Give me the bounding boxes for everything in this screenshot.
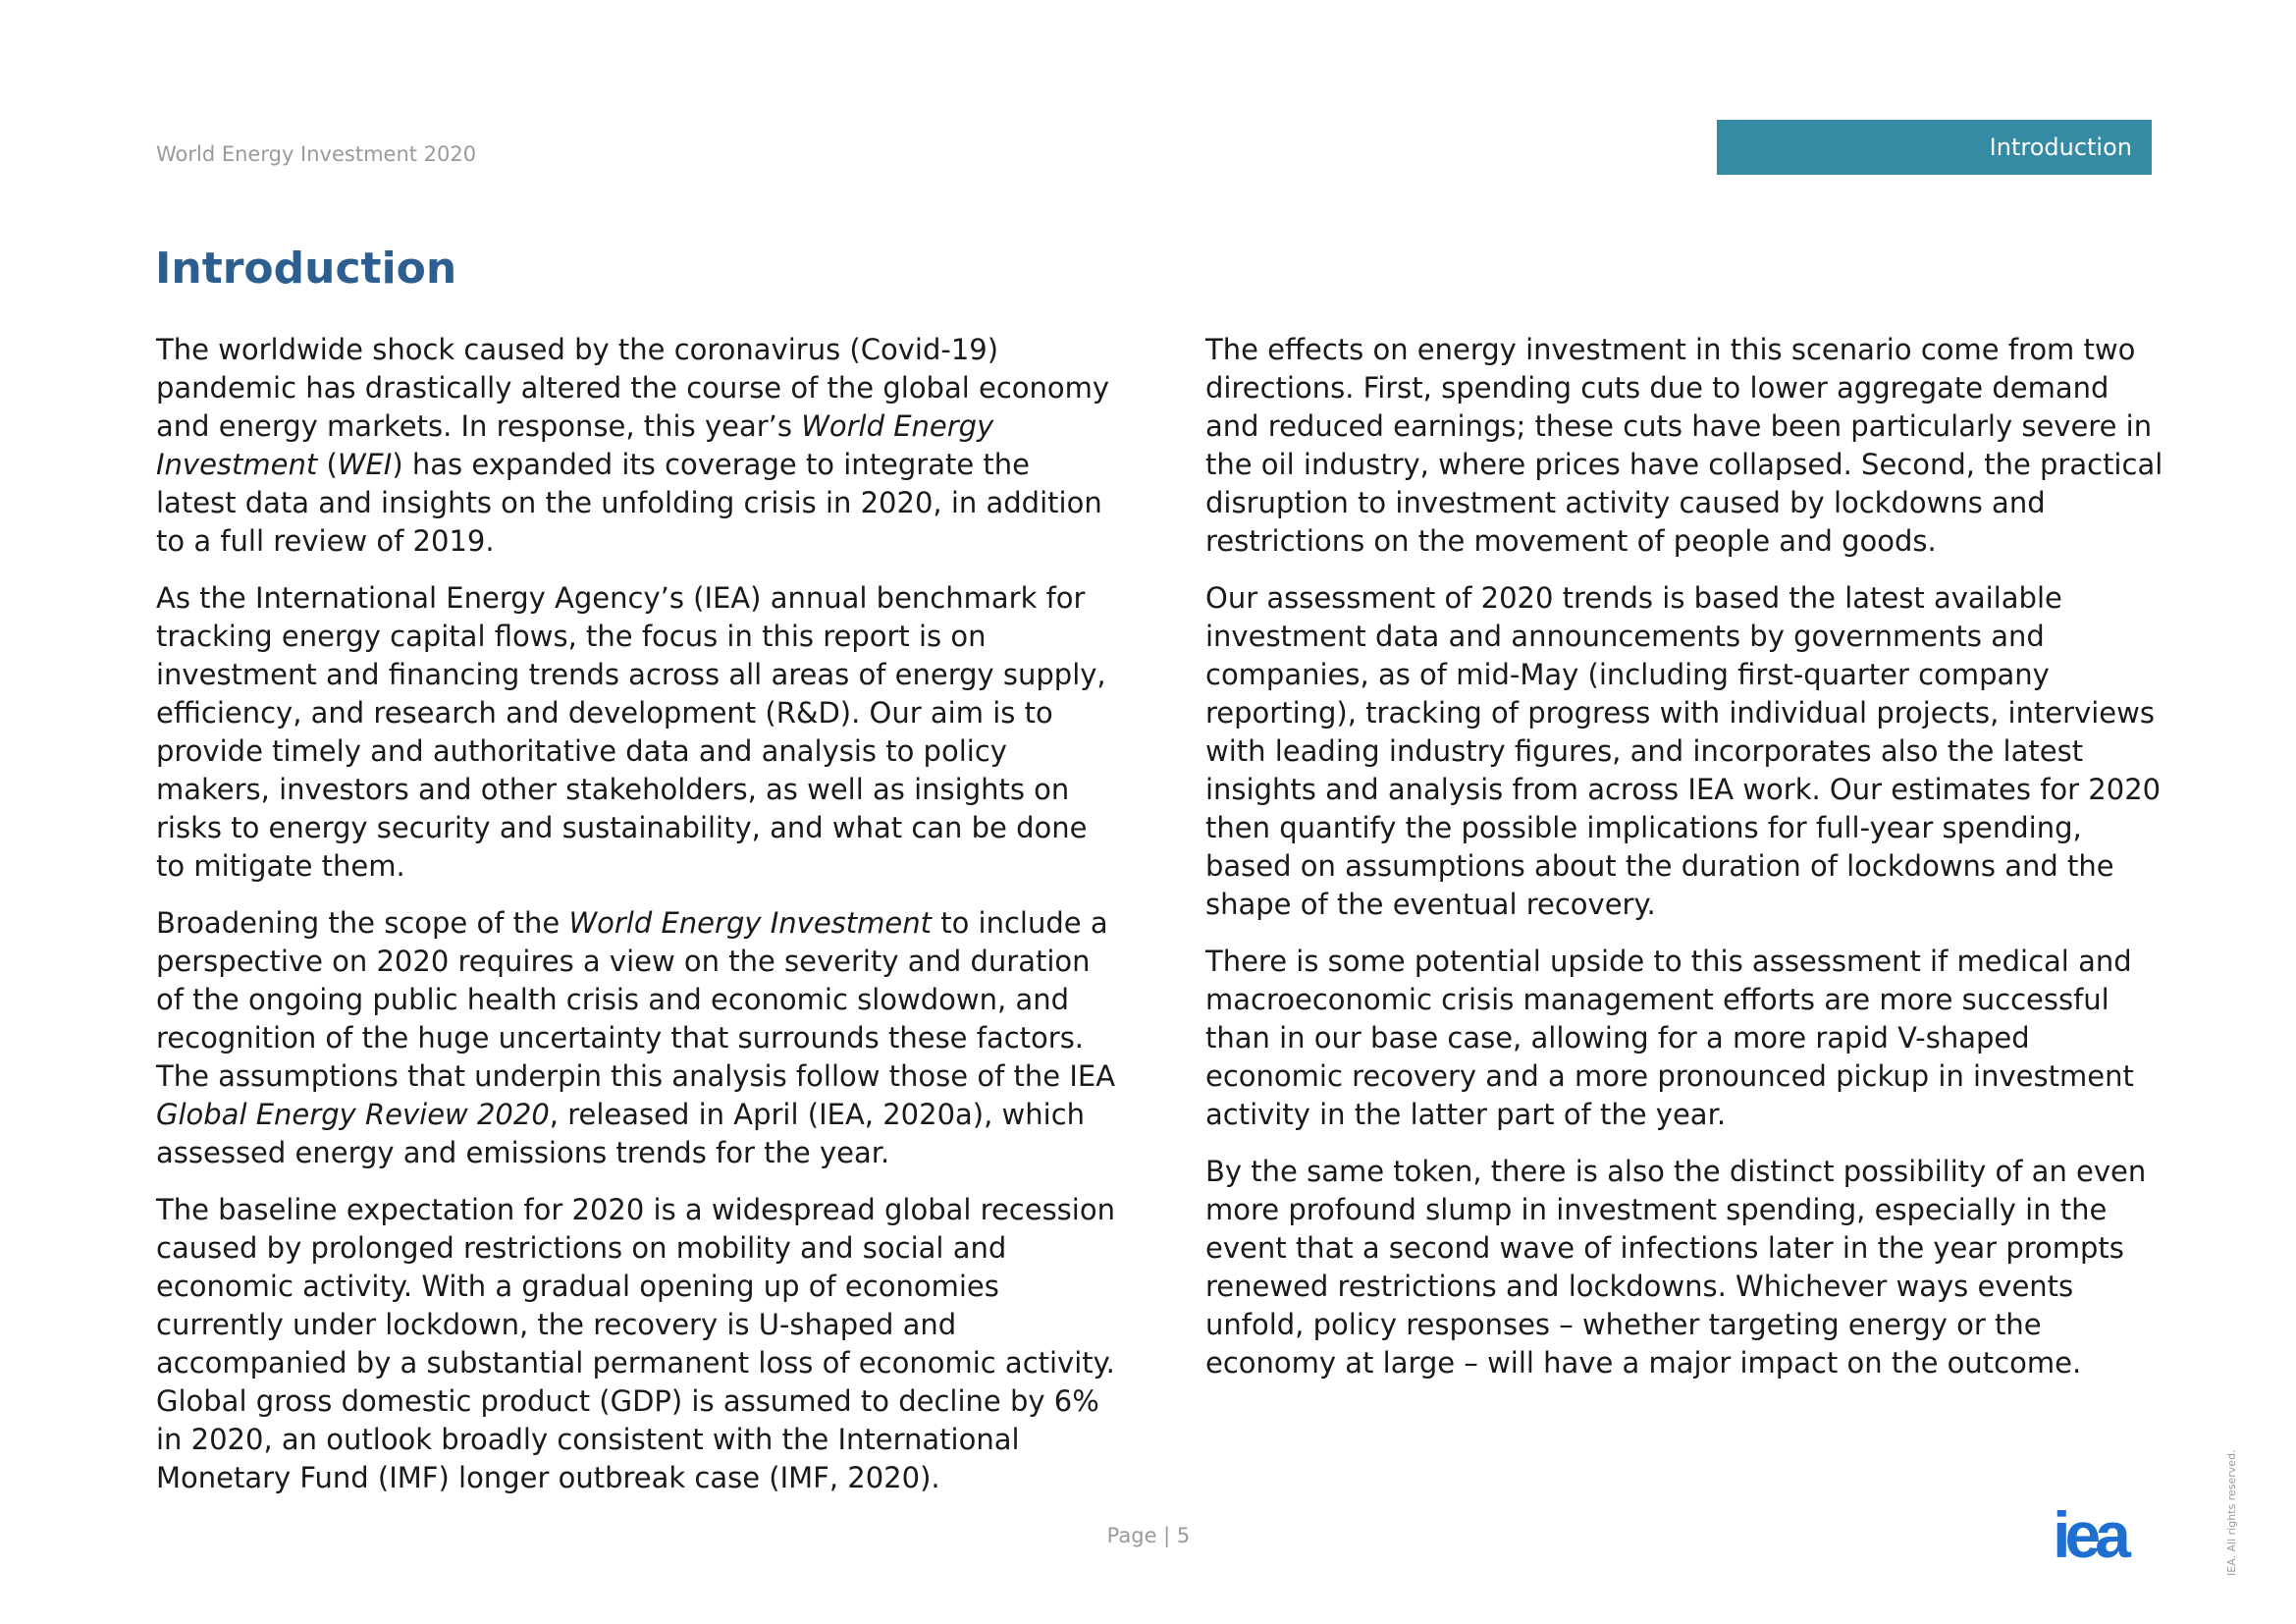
section-tab-label: Introduction <box>1989 134 2132 161</box>
svg-text:iea: iea <box>2053 1508 2125 1565</box>
section-tab <box>1717 120 2152 175</box>
iea-logo <box>2025 1508 2153 1565</box>
page-title: Introduction <box>155 244 457 294</box>
paragraph: Broadening the scope of the World Energy Investment to include a perspective on 2020 requires a view on the severity and duration of the ongoing public health crisis and economic slowdown, and recognition of the huge uncertainty that surrounds these factors. The assumptions that underpin this analysis follow those of the IEA Global Energy Review 2020, released in April (IEA, 2020a), which assessed energy and emissions trends for the year. <box>156 906 1116 1169</box>
paragraph: The baseline expectation for 2020 is a widespread global recession caused by prolonged restrictions on mobility and social and economic activity. With a gradual opening up of economies currently under lockdown, the recovery is U-shaped and accompanied by a substantial permanent loss of economic activity. Global gross domestic product (GDP) is assumed to decline by 6% in 2020, an outlook broadly consistent with the International Monetary Fund (IMF) longer outbreak case (IMF, 2020). <box>156 1193 1115 1494</box>
paragraph: Our assessment of 2020 trends is based the latest available investment data and announcements by governments and companies, as of mid-May (including first-quarter company reporting), tracking of progress with individual projects, interviews with leading industry figures, and incorporates also the latest insights and analysis from across IEA work. Our estimates for 2020 then quantify the possible implications for full-year spending, based on assumptions about the duration of lockdowns and the shape of the eventual recovery. <box>1205 581 2162 921</box>
rights-notice: IEA. All rights reserved. <box>2225 1449 2238 1576</box>
left-column <box>156 331 1118 1516</box>
report-title: World Energy Investment 2020 <box>156 142 477 166</box>
paragraph: The effects on energy investment in this scenario come from two directions. First, spending cuts due to lower aggregate demand and reduced earnings; these cuts have been particularly severe in the oil industry, where prices have collapsed. Second, the practical disruption to investment activity caused by lockdowns and restrictions on the movement of people and goods. <box>1205 333 2163 558</box>
right-column <box>1205 331 2167 1401</box>
paragraph: As the International Energy Agency’s (IEA) annual benchmark for tracking energy capital flows, the focus in this report is on investment and financing trends across all areas of energy supply, efficiency, and research and development (R&D). Our aim is to provide timely and authoritative data and analysis to policy makers, investors and other stakeholders, as well as insights on risks to energy security and sustainability, and what can be done to mitigate them. <box>156 581 1106 883</box>
paragraph: By the same token, there is also the distinct possibility of an even more profound slump in investment spending, especially in the event that a second wave of infections later in the year prompts renewed restrictions and lockdowns. Whichever ways events unfold, policy responses – whether targeting energy or the economy at large – will have a major impact on the outcome. <box>1205 1155 2147 1380</box>
paragraph: The worldwide shock caused by the coronavirus (Covid-19) pandemic has drastically altered the course of the global economy and energy markets. In response, this year’s World Energy Investment (WEI) has expanded its coverage to integrate the latest data and insights on the unfolding crisis in 2020, in addition to a full review of 2019. <box>156 333 1110 558</box>
page-number: Page | 5 <box>1106 1524 1191 1547</box>
paragraph: There is some potential upside to this assessment if medical and macroeconomic crisis management efforts are more successful than in our base case, allowing for a more rapid V-shaped economic recovery and a more pronounced pickup in investment activity in the latter part of the year. <box>1205 945 2134 1131</box>
